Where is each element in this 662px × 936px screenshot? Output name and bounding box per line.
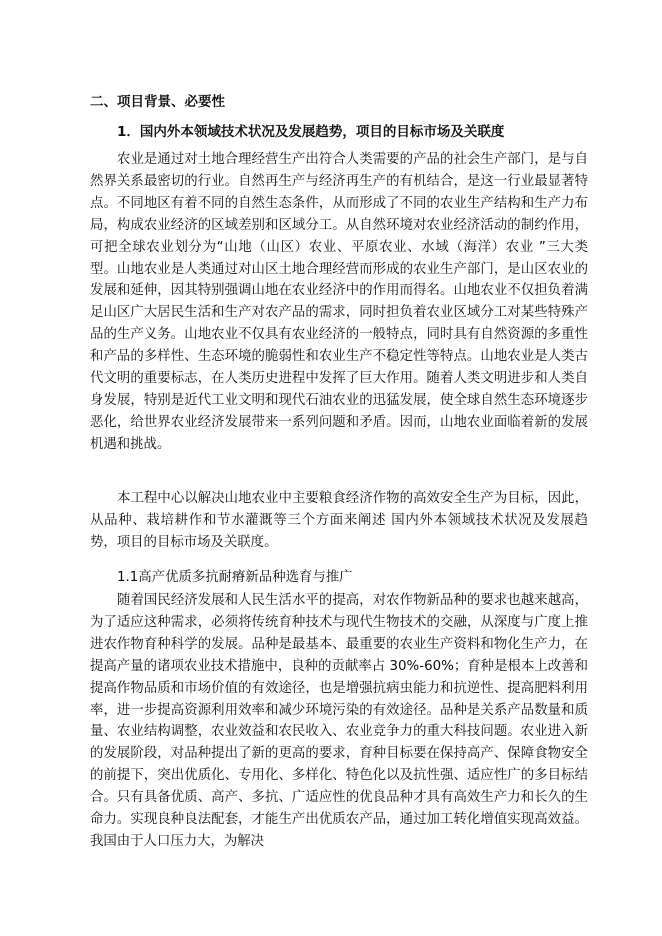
body-paragraph-1: 农业是通过对土地合理经营生产出符合人类需要的产品的社会生产部门，是与自然界关系最密切的行业。自然再生产与经济再生产的有机结合，是这一行业最显著特点。不同地区有着不同的自然生态条件，从而形成了不同的农业生产结构和生产力布局，构成农业经济的区域差别和区域分工。从自然环境对农业经济活动的制约作用，可把全球农业划分为“山地（山区）农业、平原农业、水域（海洋）农业 ”三大类型。山地农业是人类通过对山区土地合理经营而形成的农业生产部门，是山区农业的发展和延伸，因其特别强调山地在农业经济中的作用而得名。山地农业不仅担负着满足山区广大居民生活和生产对农产品的需求，同时担负着农业区域分工对某些特殊产品的生产义务。山地农业不仅具有农业经济的一般特点，同时具有自然资源的多重性和产品的多样性、生态环境的脆弱性和农业生产不稳定性等特点。山地农业是人类古代文明的重要标志，在人类历史进程中发挥了巨大作用。随着人类文明进步和人类自身发展，特别是近代工业文明和现代石油农业的迅猛发展，使全球自然生态环境逐步恶化，给世界农业经济发展带来一系列问题和矛盾。因而，山地农业面临着新的发展机遇和挑战。 — [90, 152, 588, 452]
subsection-heading: 1．国内外本领域技术状况及发展趋势，项目的目标市场及关联度 — [117, 124, 505, 140]
body-paragraph-2: 本工程中心以解决山地农业中主要粮食经济作物的高效安全生产为目标，因此，从品种、栽培耕作和节水灌溉等三个方面来阐述 国内外本领域技术状况及发展趋势，项目的目标市场及关联度。 — [90, 491, 588, 550]
subsection-1-1-paragraph: 随着国民经济发展和人民生活水平的提高，对农作物新品种的要求也越来越高，为了适应这种需求，必须将传统育种技术与现代生物技术的交融，从深度与广度上推进农作物育种科学的发展。品种是最基本、最重要的农业生产资料和物化生产力，在提高产量的诸项农业技术措施中，良种的贡献率占 30%-60%；育种是根本上改善和提高作物品质和市场价值的有效途径，也是增强抗病虫能力和抗逆性、提高肥料利用率，进一步提高资源利用效率和减少环境污染的有效途径。品种是关系产品数量和质量、农业结构调整，农业效益和农民收入、农业竞争力的重大科技问题。农业进入新的发展阶段，对品种提出了新的更高的要求，育种目标要在保持高产、保障食物安全的前提下，突出优质化、专用化、多样化、特色化以及抗性强、适应性广的多目标结合。只有具备优质、高产、多抗、广适应性的优良品种才具有高效生产力和长久的生命力。实现良种良法配套，才能生产出优质农产品，通过加工转化增值实现高效益。我国由于人口压力大，为解决 — [90, 593, 588, 849]
section-heading: 二、项目背景、必要性 — [90, 94, 225, 110]
subsection-1-1-heading: 1.1高产优质多抗耐瘠新品种选育与推广 — [117, 570, 353, 585]
